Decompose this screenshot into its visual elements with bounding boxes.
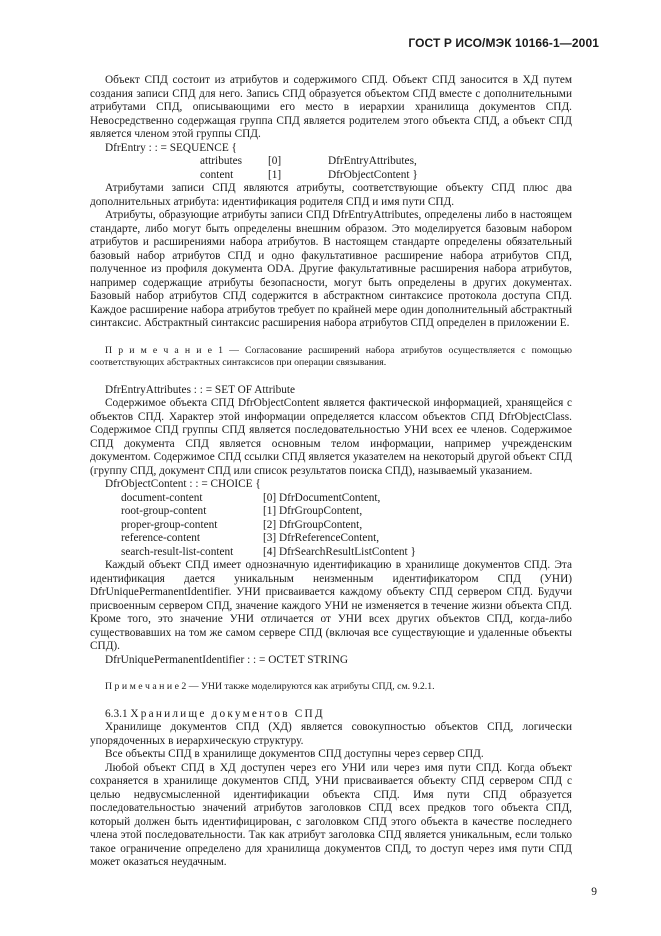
note-1 (90, 345, 572, 370)
code-line: DfrEntry : : = SEQUENCE { (105, 141, 237, 154)
note-label: П р и м е ч а н и е (105, 681, 179, 692)
code-cell: search-result-list-content (121, 545, 234, 558)
code-cell: [0] (268, 155, 282, 167)
section-number: 6.3.1 (105, 707, 128, 720)
note-text: 2 — УНИ также моделируются как атрибуты СПД, см. 9.2.1. (181, 681, 435, 692)
paragraph-server-access: Все объекты СПД в хранилище документов СПД доступны через сервер СПД. (105, 748, 484, 760)
paragraph-path-name: Любой объект СПД в ХД доступен через его УНИ или через имя пути СПД. Когда объект сохраняется в хранилище документов СПД, УНИ присваивается объекту СПД сервером СПД с целью недвусмысленной идентификации объекта СПД. Имя пути СПД образуется последовательностью значений атрибутов заголовков СПД всех предков того объекта СПД, который должен быть идентифицирован, с заголовком СПД этого объекта в качестве последнего члена этой последовательности. Так как атрибут заголовка СПД является уникальным, если только такое ограничение определено для хранилища документов СПД, то доступ через имя пути СПД может оказаться неудачным. (90, 761, 572, 868)
section-heading (90, 708, 572, 722)
code-fields (90, 155, 572, 182)
code-cell: [1] DfrGroupContent, (263, 505, 363, 517)
code-cell: content (200, 168, 234, 181)
code-line: DfrObjectContent : : = CHOICE { (105, 478, 261, 490)
code-object-content (90, 478, 572, 559)
section-title: Хранилище документов СПД (130, 707, 325, 720)
paragraph-repository: Хранилище документов СПД (ХД) является совокупностью объектов СПД, логически упорядоченных в иерархическую структуру. (90, 721, 572, 747)
page-header: ГОСТ Р ИСО/МЭК 10166-1—2001 (408, 36, 599, 50)
code-cell: attributes (200, 155, 243, 167)
code-cell: [1] (268, 168, 282, 181)
code-cell: [0] DfrDocumentContent, (263, 491, 381, 504)
paragraph-object-content: Содержимое объекта СПД DfrObjectContent является фактической информацией, хранящейся с объектов СПД. Характер этой информации определяется классом объектов СПД DfrObjectClass. Содержимое СПД группы СПД является последовательностью УНИ всех ее членов. Содержимое СПД документа СПД является основным телом информации, например учрежденским документом. Содержимое СПД ссылки СПД является указателем на некоторый другой объект СПД (группу СПД, документ СПД или список результатов поиска СПД), называемый указанием. (90, 397, 572, 477)
note-label: П р и м е ч а н и е (105, 344, 212, 356)
page-number: 9 (591, 886, 597, 898)
paragraph-unique-identifier: Каждый объект СПД имеет однозначную идентификацию в хранилище документов СПД. Эта идентификация дается уникальным неизменным идентификатором СПД (УНИ) DfrUniquePermanentIdentifier. УНИ присваивается каждому объекту СПД сервером СПД. Будучи присвоенным сервером СПД, значение каждого УНИ не изменяется в течение жизни объекта СПД. Кроме того, это значение УНИ отличается от УНИ всех других объектов СПД, когда-либо существовавших на том же самом сервере СПД (включая все существующие и удаленные объекты СПД). (90, 559, 572, 652)
paragraph-dfr-object: Объект СПД состоит из атрибутов и содержимого СПД. Объект СПД заносится в ХД путем создания записи СПД для него. Запись СПД образуется объектом СПД вместе с дополнительными атрибутами СПД, описывающими его место в иерархии хранилища документов СПД. Невосредственно содержащая группа СПД является родителем этого объекта СПД, а объект СПД является членом этой группы СПД. (90, 74, 572, 140)
page-body (90, 74, 572, 870)
code-cell: [2] DfrGroupContent, (263, 518, 363, 531)
code-unique-identifier: DfrUniquePermanentIdentifier : : = OCTET STRING (105, 653, 349, 666)
code-cell: DfrEntryAttributes, (328, 155, 417, 167)
paragraph-attribute-sets: Атрибуты, образующие атрибуты записи СПД DfrEntryAttributes, определены либо в настоящем стандарте, либо могут быть определены внешним образом. Это моделируется базовым набором атрибутов и расширениями набора атрибутов. В настоящем стандарте определены обязательный базовый набор атрибутов СПД и одно факультативное расширение набора атрибутов СПД, полученное из профиля документа ODA. Другие факультативные расширения набора атрибутов, например содержащие атрибуты безопасности, могут быть определены в других документах. Базовый набор атрибутов СПД содержится в абстрактном синтаксисе протокола доступа СПД. Каждое расширение набора атрибутов требует по крайней мере один дополнительный абстрактный синтаксис. Абстрактный синтаксис расширения набора атрибутов СПД определен в приложении Е. (90, 209, 572, 329)
code-cell: DfrObjectContent } (328, 168, 418, 181)
code-cell: document-content (121, 491, 203, 504)
paragraph-entry-attributes: Атрибутами записи СПД являются атрибуты, соответствующие объекту СПД плюс два дополнительных атрибута: идентификация родителя СПД и имя пути СПД. (90, 182, 572, 208)
code-entry-attributes: DfrEntryAttributes : : = SET OF Attribute (105, 383, 296, 396)
code-dfr-entry (90, 142, 572, 183)
note-text: 1 — Согласование расширений набора атрибутов осуществляется с помощью соответствующих абстрактных синтаксисов при операции связывания. (90, 344, 572, 368)
code-cell: reference-content (121, 532, 201, 544)
code-choices (90, 492, 572, 560)
code-cell: proper-group-content (121, 518, 218, 531)
code-cell: [4] DfrSearchResultListContent } (263, 545, 416, 558)
code-cell: [3] DfrReferenceContent, (263, 532, 380, 544)
note-2 (90, 681, 572, 694)
code-cell: root-group-content (121, 505, 207, 517)
